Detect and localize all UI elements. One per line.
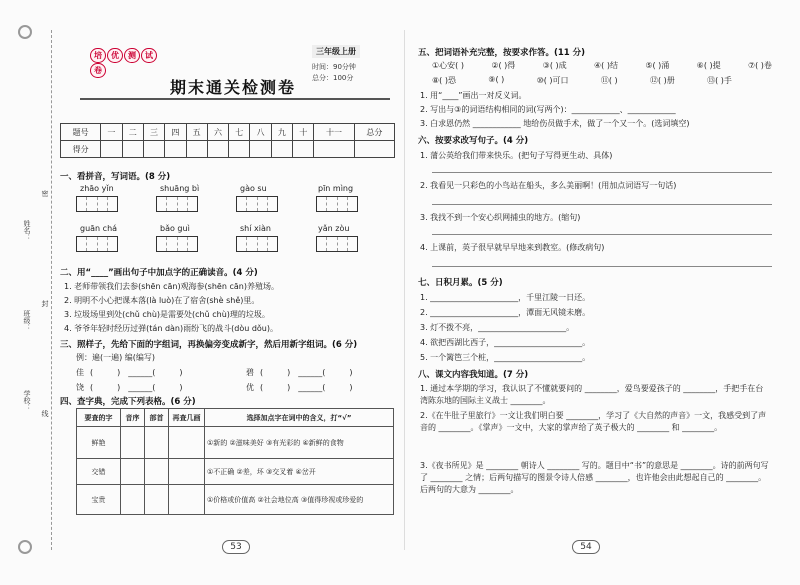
score-header-cell: 二 xyxy=(122,124,143,141)
score-header-cell: 题号 xyxy=(61,124,101,141)
table-input-cell[interactable] xyxy=(145,427,169,459)
question-item: 4. 欲把西湖比西子，______________________。 xyxy=(420,338,591,347)
score-cell[interactable] xyxy=(165,141,186,158)
total-label: 总分：100分 xyxy=(312,74,354,82)
table-header: 音序 xyxy=(121,409,145,427)
blank-row xyxy=(432,75,732,86)
page-number-left: 53 xyxy=(222,540,250,554)
section-5-title: 五、把词语补充完整，按要求作答。(11 分) xyxy=(418,48,586,58)
question-item: 4. 爷爷年轻时经历过弹(tán dàn)雨纷飞的战斗(dòu dǒu)。 xyxy=(64,324,278,333)
pinyin: gào su xyxy=(240,184,267,193)
word-blank[interactable]: ⑤( )涌 xyxy=(645,61,670,70)
score-header-cell: 八 xyxy=(250,124,271,141)
score-header-cell: 四 xyxy=(165,124,186,141)
feng-char: 封 xyxy=(41,300,49,307)
answer-line[interactable] xyxy=(432,266,772,267)
section-4-title: 四、查字典，完成下列表格。(6 分) xyxy=(60,397,196,407)
writing-grid[interactable] xyxy=(236,196,278,212)
question-item: 1. 老师带领我们去参(shēn cān)观海参(shēn cān)养殖场。 xyxy=(64,282,279,291)
writing-grid[interactable] xyxy=(236,236,278,252)
section-7-title: 七、日积月累。(5 分) xyxy=(418,278,503,288)
table-header: 部首 xyxy=(145,409,169,427)
logo-char: 试 xyxy=(141,48,157,63)
logo xyxy=(90,48,160,78)
score-cell[interactable] xyxy=(354,141,394,158)
logo-char: 测 xyxy=(124,48,140,63)
score-table xyxy=(60,123,395,158)
word-blank[interactable]: ⑩( )可口 xyxy=(536,76,569,85)
question-item: 1. 通过本学期的学习，我认识了不懂就要问的 ________，爱鸟要爱孩子的 ________，手把手在台湾陈东地的国际主义战士 ________。 xyxy=(420,384,764,405)
word-blank[interactable]: ⑦( )卷 xyxy=(747,61,772,70)
page-title: 期末通关检测卷 xyxy=(170,78,297,97)
section-1-title: 一、看拼音，写词语。(8 分) xyxy=(60,172,171,182)
score-cell[interactable] xyxy=(271,141,292,158)
word-blank[interactable]: ④( )结 xyxy=(593,61,618,70)
table-input-cell[interactable] xyxy=(169,427,205,459)
table-input-cell[interactable] xyxy=(169,459,205,485)
blank-row xyxy=(432,60,772,71)
table-options: ①不正确 ②差，坏 ③交叉着 ④岔开 xyxy=(205,459,394,485)
score-cell[interactable] xyxy=(250,141,271,158)
score-header-cell: 九 xyxy=(271,124,292,141)
score-header-cell: 十一 xyxy=(314,124,354,141)
table-word: 鲜艳 xyxy=(77,427,121,459)
char-prompt: 佳 xyxy=(76,368,84,377)
score-row-label: 得分 xyxy=(61,141,101,158)
table-word: 交错 xyxy=(77,459,121,485)
school-label: 学校： xyxy=(23,390,31,411)
section-6-title: 六、按要求改写句子。(4 分) xyxy=(418,136,529,146)
question-item: 3. 白求恩仍然 ____________ 地给伤员做手术，做了一个又一个。(选词填空) xyxy=(420,119,690,128)
mi-char: 密 xyxy=(41,190,49,197)
table-options: ①新的 ②滋味美好 ③有光彩的 ④新鲜的食物 xyxy=(205,427,394,459)
question-item: 4. 上课前，英子很早就早早地来到教室。(修改病句) xyxy=(420,243,605,252)
binding-strip xyxy=(20,30,52,550)
table-header: 选择加点字在词中的含义，打“√” xyxy=(205,409,394,427)
table-options: ①价格或价值高 ②社会地位高 ③值得珍视或珍爱的 xyxy=(205,485,394,515)
question-item: 2. 写出与③的词语结构相同的词(写两个)：____________、____________ xyxy=(420,105,676,114)
section-3-title: 三、照样子，先给下面的字组词，再换偏旁变成新字，然后用新字组词。(6 分) xyxy=(60,340,358,350)
word-blank[interactable]: ①心安( ) xyxy=(432,61,464,70)
pinyin: shuāng bì xyxy=(160,184,200,193)
header-divider xyxy=(80,98,390,100)
writing-grid[interactable] xyxy=(76,196,118,212)
score-header-cell: 七 xyxy=(229,124,250,141)
score-cell[interactable] xyxy=(293,141,314,158)
section-2-title: 二、用“____”画出句子中加点字的正确读音。(4 分) xyxy=(60,268,258,278)
page-divider xyxy=(404,30,405,550)
word-blank[interactable]: ③( )成 xyxy=(542,61,567,70)
word-blank[interactable]: ②( )得 xyxy=(491,61,516,70)
question-item: 1. ______________________，千里江陵一日还。 xyxy=(420,293,591,302)
class-label: 班级： xyxy=(23,310,31,331)
question-item: 1. 用“____”画出一对反义词。 xyxy=(420,91,527,100)
score-cell[interactable] xyxy=(207,141,228,158)
table-input-cell[interactable] xyxy=(169,485,205,515)
question-item: 1. 蒲公英给我们带来快乐。(把句子写得更生动、具体) xyxy=(420,151,613,160)
pinyin: yǎn zòu xyxy=(318,224,350,233)
word-blank[interactable]: ⑪( ) xyxy=(600,76,618,85)
section-8-title: 八、课文内容我知道。(7 分) xyxy=(418,370,529,380)
name-label: 姓名： xyxy=(23,220,31,241)
answer-line[interactable] xyxy=(432,234,772,235)
score-cell[interactable] xyxy=(101,141,122,158)
score-header-cell: 三 xyxy=(143,124,164,141)
table-input-cell[interactable] xyxy=(145,459,169,485)
writing-grid[interactable] xyxy=(156,236,198,252)
word-blank[interactable]: ⑫( )册 xyxy=(650,76,675,85)
answer-line[interactable] xyxy=(432,204,772,205)
question-item: 3.《夜书所见》是 ________ 朝诗人 ________ 写的。题目中“书”的意思是 ________。诗的前两句写了 ________ 之情；后两句描写的图景令诗人倍感 ________，也许他会由此想起自己的 ________。后两句的大意为 ________。 xyxy=(420,461,769,494)
char-prompt: 饶 xyxy=(76,383,84,392)
table-input-cell[interactable] xyxy=(121,427,145,459)
question-item: 3. 灯不拨不亮，______________________。 xyxy=(420,323,575,332)
table-header: 再查几画 xyxy=(169,409,205,427)
writing-grid[interactable] xyxy=(156,196,198,212)
page-number-right: 54 xyxy=(572,540,600,554)
pinyin: guān chá xyxy=(80,224,118,233)
score-header-cell: 十 xyxy=(293,124,314,141)
score-cell[interactable] xyxy=(122,141,143,158)
answer-line[interactable] xyxy=(432,172,772,173)
char-prompt: 碧 xyxy=(246,368,254,377)
pinyin: bǎo guì xyxy=(160,224,190,233)
grade-label: 三年级上册 xyxy=(312,45,360,58)
question-item: 2. ______________________，潭面无风镜未磨。 xyxy=(420,308,591,317)
writing-grid[interactable] xyxy=(316,236,358,252)
score-header-cell: 总分 xyxy=(354,124,394,141)
score-header-cell: 一 xyxy=(101,124,122,141)
score-cell[interactable] xyxy=(186,141,207,158)
pinyin: shí xiàn xyxy=(240,224,271,233)
table-input-cell[interactable] xyxy=(145,485,169,515)
xian-char: 线 xyxy=(41,410,49,417)
logo-char: 优 xyxy=(107,48,123,63)
question-item: 2. 我看见一只彩色的小鸟站在船头，多么美丽啊！(用加点词语写一句话) xyxy=(420,181,677,190)
table-word: 宝贵 xyxy=(77,485,121,515)
word-blank[interactable]: ⑬( )手 xyxy=(707,76,732,85)
word-blank[interactable]: ⑥( )提 xyxy=(696,61,721,70)
char-prompt: 优 xyxy=(246,383,254,392)
logo-char: 培 xyxy=(90,48,106,63)
word-blank[interactable]: ⑧( )恐 xyxy=(432,76,456,85)
writing-grid[interactable] xyxy=(76,236,118,252)
logo-char: 卷 xyxy=(90,63,106,78)
score-header-cell: 五 xyxy=(186,124,207,141)
question-item: 2. 明明不小心把课本落(là luò)在了宿舍(shè shě)里。 xyxy=(64,296,260,305)
pinyin: zhāo yǐn xyxy=(80,184,114,193)
table-header: 要查的字 xyxy=(77,409,121,427)
question-item: 5. 一个篱笆三个桩，______________________。 xyxy=(420,353,591,362)
example-line: 例：遍(一遍) 编(编写) xyxy=(76,353,156,362)
dictionary-table xyxy=(76,408,394,515)
word-blank[interactable]: ⑨( ) xyxy=(488,75,505,84)
table-input-cell[interactable] xyxy=(121,459,145,485)
score-cell[interactable] xyxy=(229,141,250,158)
pinyin: pīn mìng xyxy=(318,184,354,193)
score-cell[interactable] xyxy=(314,141,354,158)
question-item: 3. 垃圾场里到处(chǔ chù)是需要处(chǔ chù)理的垃圾。 xyxy=(64,310,270,319)
time-label: 时间：90分钟 xyxy=(312,63,356,71)
question-item: 3. 我找不到一个安心织网捕虫的地方。(缩句) xyxy=(420,213,581,222)
writing-grid[interactable] xyxy=(316,196,358,212)
score-header-cell: 六 xyxy=(207,124,228,141)
question-item: 2.《在牛肚子里旅行》一文让我们明白要 ________，学习了《大自然的声音》一文，我感受到了声音的 ________。《掌声》一文中，大家的掌声给了英子极大的 ________ 和 ________。 xyxy=(420,411,767,432)
table-input-cell[interactable] xyxy=(121,485,145,515)
score-cell[interactable] xyxy=(143,141,164,158)
